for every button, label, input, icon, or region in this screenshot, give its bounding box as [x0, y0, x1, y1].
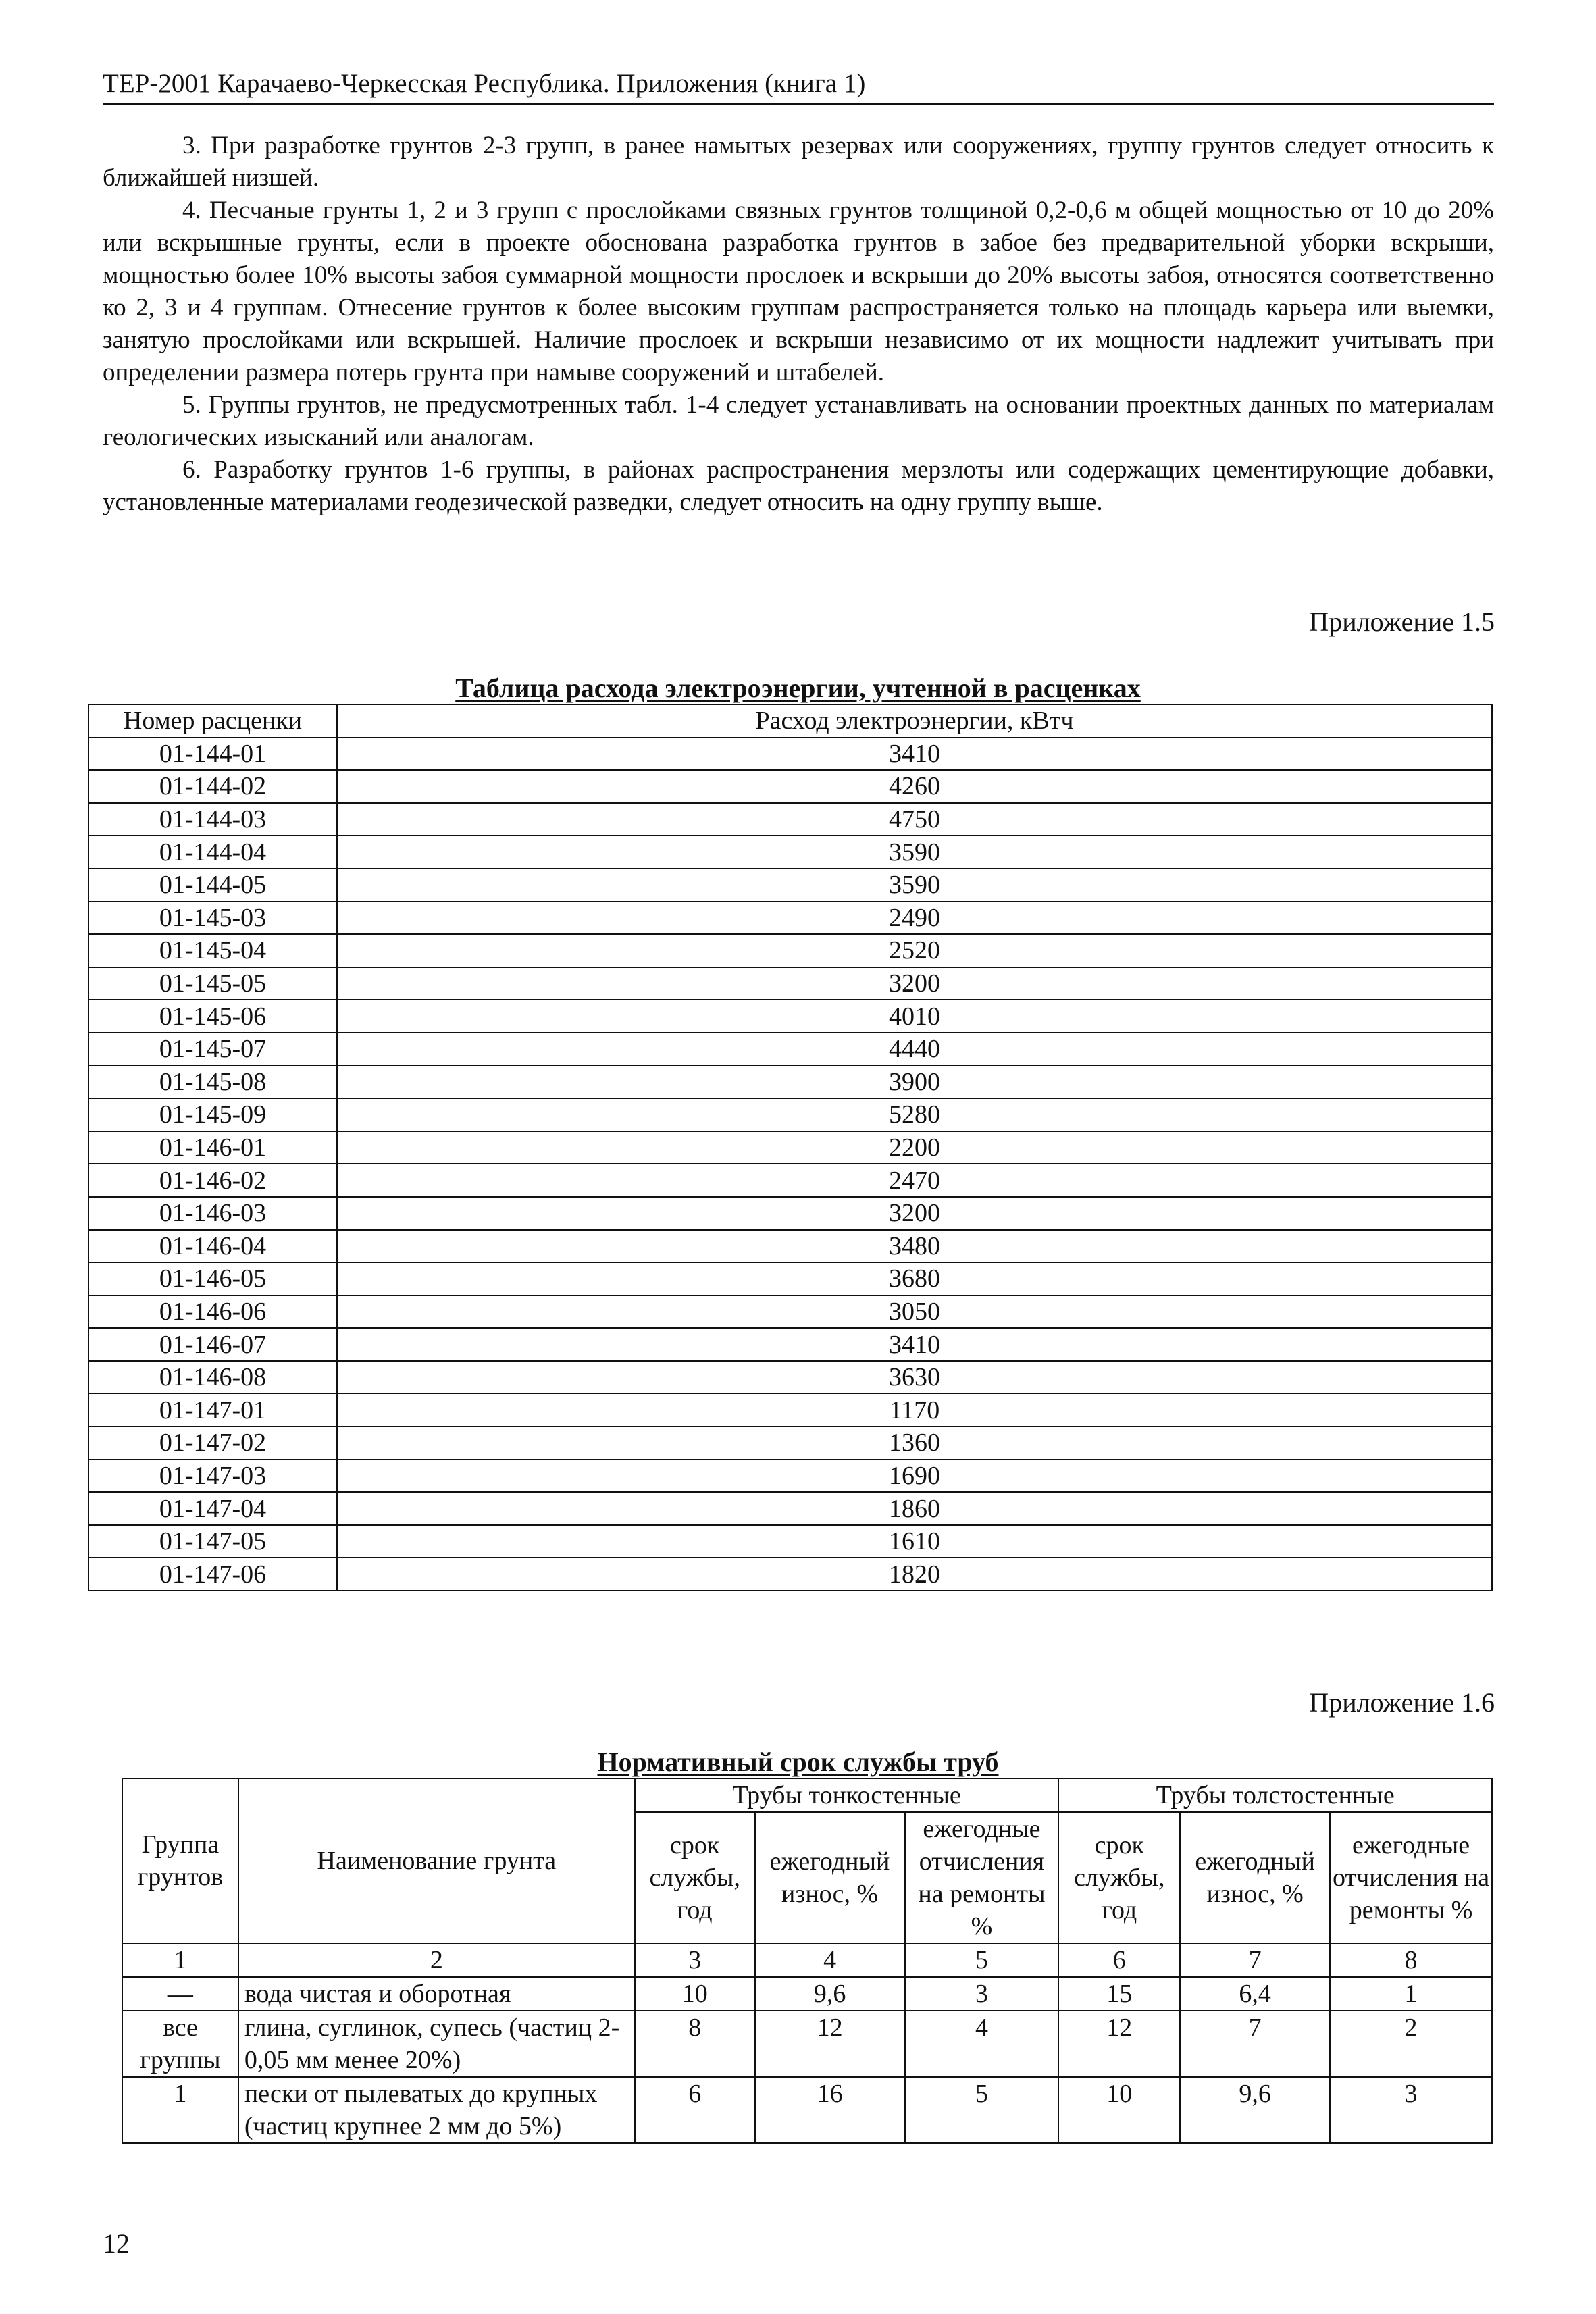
- table-row: [88, 1295, 1492, 1329]
- table-row: [88, 1426, 1492, 1460]
- rate-number-cell: 01-146-04: [88, 1230, 337, 1263]
- table-row: [88, 1033, 1492, 1066]
- rate-number-cell: 01-144-05: [88, 869, 337, 902]
- rate-number-cell: 01-144-04: [88, 835, 337, 869]
- rate-number-cell: 01-146-03: [88, 1197, 337, 1230]
- value-cell: 15: [1058, 1977, 1180, 2011]
- table-row: [88, 1066, 1492, 1099]
- soil-name-cell: вода чистая и оборотная: [238, 1977, 635, 2011]
- rate-number-cell: 01-146-01: [88, 1131, 337, 1164]
- energy-value-cell: 4010: [337, 1000, 1492, 1033]
- energy-value-cell: 3590: [337, 835, 1492, 869]
- table-row: [122, 1977, 1492, 2011]
- group-cell: —: [122, 1977, 238, 2011]
- value-cell: 12: [755, 2011, 905, 2077]
- column-number-cell: 2: [238, 1943, 635, 1977]
- rate-number-cell: 01-145-09: [88, 1098, 337, 1131]
- rate-number-cell: 01-146-07: [88, 1328, 337, 1361]
- energy-value-cell: 1860: [337, 1492, 1492, 1525]
- table-row: [88, 869, 1492, 902]
- table-row: [88, 835, 1492, 869]
- energy-value-cell: 3200: [337, 1197, 1492, 1230]
- column-header: ежегодные отчисления на ремонты %: [905, 1812, 1059, 1943]
- table-row: [88, 1230, 1492, 1263]
- group-cell: все группы: [122, 2011, 238, 2077]
- energy-value-cell: 2490: [337, 902, 1492, 935]
- soil-name-cell: глина, суглинок, супесь (частиц 2-0,05 мм менее 20%): [238, 2011, 635, 2077]
- energy-value-cell: 2470: [337, 1164, 1492, 1197]
- appendix-1-5-label: Приложение 1.5: [1309, 607, 1495, 637]
- column-number-cell: 4: [755, 1943, 905, 1977]
- paragraph: 3. При разработке грунтов 2-3 групп, в ранее намытых резервах или сооружениях, группу грунтов следует относить к ближайшей низшей.: [103, 132, 1494, 192]
- column-header: ежегодный износ, %: [755, 1812, 905, 1943]
- rate-number-cell: 01-147-02: [88, 1426, 337, 1460]
- energy-value-cell: 3410: [337, 738, 1492, 771]
- table-row: [88, 1492, 1492, 1525]
- column-header: срок службы, год: [1058, 1812, 1180, 1943]
- value-cell: 5: [905, 2077, 1059, 2143]
- column-header: ежегодные отчисления на ремонты %: [1330, 1812, 1492, 1943]
- pipe-table-title: Нормативный срок службы труб: [597, 1747, 999, 1777]
- rate-number-cell: 01-146-06: [88, 1295, 337, 1329]
- energy-value-cell: 4750: [337, 803, 1492, 836]
- table-row: [88, 1558, 1492, 1591]
- rate-number-cell: 01-144-01: [88, 738, 337, 771]
- page-number: 12: [103, 2228, 130, 2259]
- column-header: Расход электроэнергии, кВтч: [337, 704, 1492, 738]
- body-text: [103, 130, 1494, 519]
- energy-value-cell: 1690: [337, 1460, 1492, 1493]
- column-header: Группа грунтов: [122, 1778, 238, 1943]
- energy-value-cell: 3200: [337, 967, 1492, 1000]
- table-row: [88, 967, 1492, 1000]
- column-number-cell: 1: [122, 1943, 238, 1977]
- table-row: [88, 1328, 1492, 1361]
- soil-name-cell: пески от пылеватых до крупных (частиц крупнее 2 мм до 5%): [238, 2077, 635, 2143]
- rate-number-cell: 01-147-05: [88, 1525, 337, 1558]
- energy-value-cell: 1360: [337, 1426, 1492, 1460]
- table-row: [88, 1262, 1492, 1295]
- value-cell: 16: [755, 2077, 905, 2143]
- header-title: ТЕР-2001 Карачаево-Черкесская Республика. Приложения (книга 1): [103, 69, 866, 98]
- table-row: [88, 770, 1492, 803]
- rate-number-cell: 01-144-03: [88, 803, 337, 836]
- rate-number-cell: 01-145-08: [88, 1066, 337, 1099]
- column-group-header: Трубы тонкостенные: [635, 1778, 1059, 1812]
- pipe-life-table: [122, 1778, 1493, 2144]
- value-cell: 10: [635, 1977, 755, 2011]
- table-row: [88, 1197, 1492, 1230]
- value-cell: 6,4: [1180, 1977, 1330, 2011]
- energy-value-cell: 3480: [337, 1230, 1492, 1263]
- rate-number-cell: 01-146-05: [88, 1262, 337, 1295]
- rate-number-cell: 01-147-06: [88, 1558, 337, 1591]
- column-number-cell: 3: [635, 1943, 755, 1977]
- column-number-row: [122, 1943, 1492, 1977]
- value-cell: 2: [1330, 2011, 1492, 2077]
- column-header: срок службы, год: [635, 1812, 755, 1943]
- column-group-header: Трубы толстостенные: [1058, 1778, 1492, 1812]
- energy-value-cell: 1170: [337, 1393, 1492, 1426]
- column-header: Наименование грунта: [238, 1778, 635, 1943]
- table-row: [122, 2077, 1492, 2143]
- value-cell: 6: [635, 2077, 755, 2143]
- appendix-1-6-label: Приложение 1.6: [1309, 1687, 1495, 1718]
- table-row: [88, 738, 1492, 771]
- table-row: [88, 1164, 1492, 1197]
- table-header-row: [88, 704, 1492, 738]
- energy-value-cell: 4260: [337, 770, 1492, 803]
- energy-value-cell: 1610: [337, 1525, 1492, 1558]
- rate-number-cell: 01-147-03: [88, 1460, 337, 1493]
- rate-number-cell: 01-145-07: [88, 1033, 337, 1066]
- table-row: [88, 1131, 1492, 1164]
- paragraph: 4. Песчаные грунты 1, 2 и 3 групп с прослойками связных грунтов толщиной 0,2-0,6 м общей мощностью от 10 до 20% или вскрышные грунты, если в проекте обоснована разработка грунтов в забое без предварительной уборки вскрыши, мощностью более 10% высоты забоя суммарной мощности прослоек и вскрыши до 20% высоты забоя, относятся соответственно ко 2, 3 и 4 группам. Отнесение грунтов к более высоким группам распространяется только на площадь карьера или выемки, занятую прослойками или вскрышей. Наличие прослоек и вскрыши независимо от их мощности надлежит учитывать при определении размера потерь грунта при намыве сооружений и штабелей.: [103, 197, 1494, 386]
- table-row: [88, 934, 1492, 967]
- value-cell: 9,6: [755, 1977, 905, 2011]
- energy-value-cell: 3900: [337, 1066, 1492, 1099]
- energy-table: [88, 704, 1493, 1591]
- column-number-cell: 6: [1058, 1943, 1180, 1977]
- energy-value-cell: 1820: [337, 1558, 1492, 1591]
- value-cell: 3: [1330, 2077, 1492, 2143]
- table-row: [88, 1460, 1492, 1493]
- energy-value-cell: 3050: [337, 1295, 1492, 1329]
- paragraph: 6. Разработку грунтов 1-6 группы, в районах распространения мерзлоты или содержащих цементирующие добавки, установленные материалами геодезической разведки, следует относить на одну группу выше.: [103, 456, 1494, 516]
- rate-number-cell: 01-147-04: [88, 1492, 337, 1525]
- rate-number-cell: 01-146-02: [88, 1164, 337, 1197]
- energy-value-cell: 3590: [337, 869, 1492, 902]
- value-cell: 10: [1058, 2077, 1180, 2143]
- column-number-cell: 5: [905, 1943, 1059, 1977]
- table-row: [88, 1000, 1492, 1033]
- column-number-cell: 8: [1330, 1943, 1492, 1977]
- value-cell: 4: [905, 2011, 1059, 2077]
- table-row: [88, 902, 1492, 935]
- rate-number-cell: 01-147-01: [88, 1393, 337, 1426]
- page-header: [103, 65, 1494, 105]
- rate-number-cell: 01-145-03: [88, 902, 337, 935]
- value-cell: 7: [1180, 2011, 1330, 2077]
- column-header: ежегодный износ, %: [1180, 1812, 1330, 1943]
- group-cell: 1: [122, 2077, 238, 2143]
- column-header: Номер расценки: [88, 704, 337, 738]
- value-cell: 12: [1058, 2011, 1180, 2077]
- paragraph: 5. Группы грунтов, не предусмотренных табл. 1-4 следует устанавливать на основании проектных данных по материалам геологических изысканий или аналогам.: [103, 391, 1494, 451]
- value-cell: 3: [905, 1977, 1059, 2011]
- energy-value-cell: 3680: [337, 1262, 1492, 1295]
- value-cell: 8: [635, 2011, 755, 2077]
- table-row: [88, 1098, 1492, 1131]
- value-cell: 9,6: [1180, 2077, 1330, 2143]
- table-header-row: [122, 1778, 1492, 1812]
- table-row: [88, 1361, 1492, 1394]
- table-row: [88, 803, 1492, 836]
- energy-value-cell: 3630: [337, 1361, 1492, 1394]
- table-row: [88, 1393, 1492, 1426]
- rate-number-cell: 01-145-04: [88, 934, 337, 967]
- energy-value-cell: 2520: [337, 934, 1492, 967]
- energy-value-cell: 3410: [337, 1328, 1492, 1361]
- column-number-cell: 7: [1180, 1943, 1330, 1977]
- rate-number-cell: 01-145-05: [88, 967, 337, 1000]
- rate-number-cell: 01-144-02: [88, 770, 337, 803]
- energy-value-cell: 4440: [337, 1033, 1492, 1066]
- table-row: [88, 1525, 1492, 1558]
- rate-number-cell: 01-145-06: [88, 1000, 337, 1033]
- table-row: [122, 2011, 1492, 2077]
- energy-table-title: Таблица расхода электроэнергии, учтенной в расценках: [455, 673, 1141, 703]
- energy-value-cell: 5280: [337, 1098, 1492, 1131]
- rate-number-cell: 01-146-08: [88, 1361, 337, 1394]
- value-cell: 1: [1330, 1977, 1492, 2011]
- energy-value-cell: 2200: [337, 1131, 1492, 1164]
